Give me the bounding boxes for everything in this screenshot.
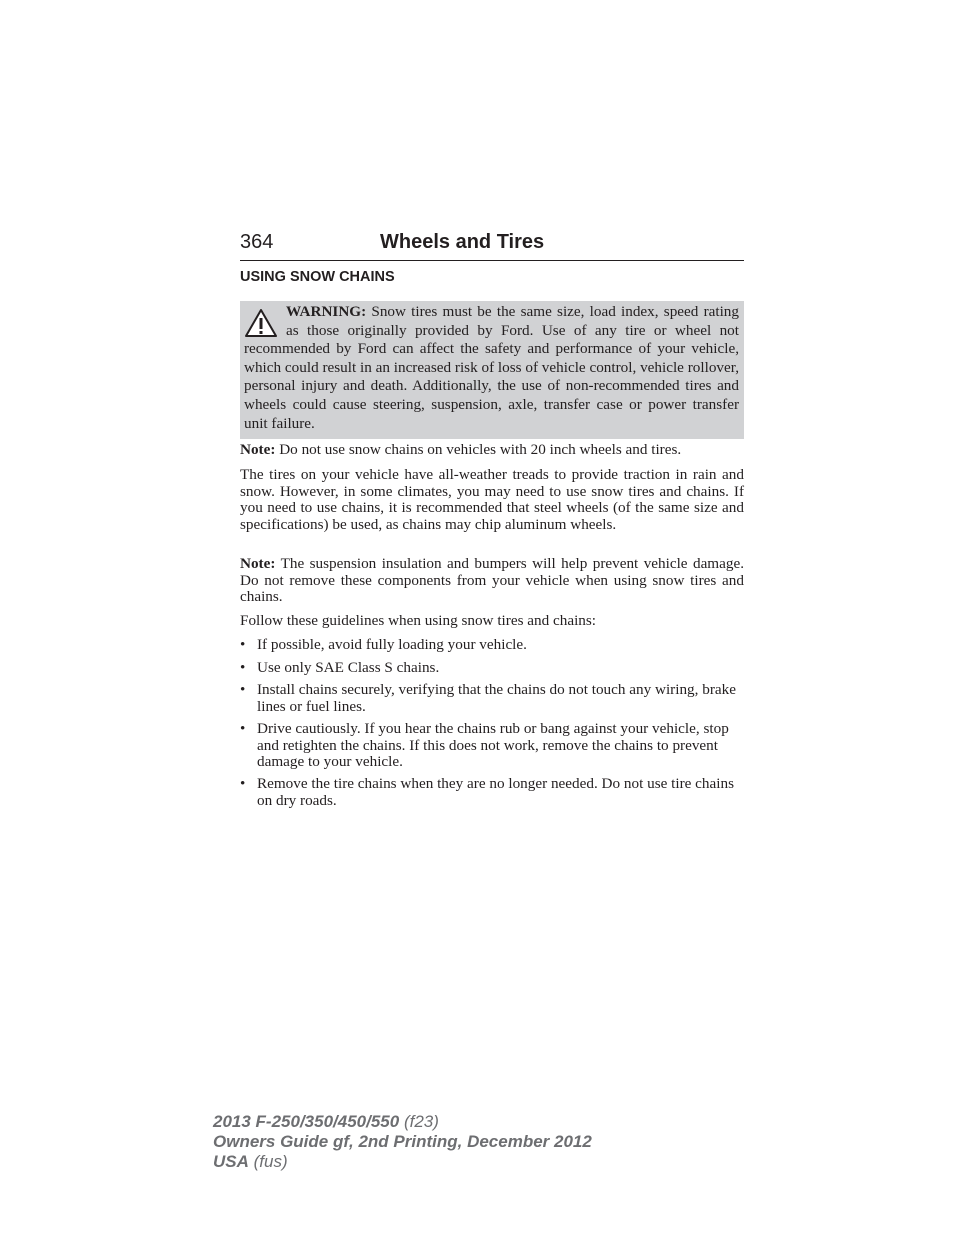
warning-triangle-icon: [244, 308, 278, 338]
list-item: [240, 660, 744, 677]
note-text: The suspension insulation and bumpers will help prevent vehicle damage. Do not remove these components from your vehicle when using snow tires and chains.: [240, 555, 744, 605]
footer-line-market: [213, 1152, 592, 1172]
section-heading: USING SNOW CHAINS: [240, 269, 395, 285]
list-item: [240, 776, 744, 809]
bullet-symbol: •: [240, 681, 246, 698]
document-footer: [213, 1112, 592, 1172]
footer-line-model: [213, 1112, 592, 1132]
list-item: [240, 682, 744, 715]
page-number: 364: [240, 231, 274, 253]
note-label: Note:: [240, 441, 276, 458]
paragraph-all-weather-treads: The tires on your vehicle have all-weather treads to provide traction in rain and snow. However, in some climates, you may need to use snow tires and chains. If you need to use chains, it is recommended that steel wheels (of the same size and specifications) be used, as chains may chip aluminum wheels.: [240, 466, 744, 533]
warning-label: WARNING:: [286, 303, 367, 320]
paragraph-guidelines-intro: Follow these guidelines when using snow tires and chains:: [240, 612, 597, 629]
list-item-text: Drive cautiously. If you hear the chains rub or bang against your vehicle, stop and retighten the chains. If this does not work, remove the chains to prevent damage to your vehicle.: [257, 720, 729, 770]
note-text: Do not use snow chains on vehicles with 20 inch wheels and tires.: [275, 441, 682, 458]
list-item-text: Remove the tire chains when they are no longer needed. Do not use tire chains on dry roads.: [257, 775, 734, 809]
note-suspension-insulation: [240, 556, 744, 606]
list-item-text: If possible, avoid fully loading your vehicle.: [257, 636, 527, 653]
chapter-title: Wheels and Tires: [380, 231, 545, 253]
bullet-symbol: •: [240, 659, 246, 676]
list-item: [240, 637, 744, 654]
warning-text: Snow tires must be the same size, load index, speed rating as those originally provided by Ford. Use of any tire or wheel not recommended by Ford can affect the safety and performance of your vehicle, which could result in an increased risk of loss of vehicle control, vehicle rollover, personal injury and death. Additionally, the use of non-recommended tires and wheels could cause steering, suspension, axle, transfer case or power transfer unit failure.: [244, 303, 739, 432]
note-20-inch-wheels: [240, 442, 744, 459]
list-item: [240, 721, 744, 771]
bullet-symbol: •: [240, 636, 246, 653]
list-item-text: Install chains securely, verifying that the chains do not touch any wiring, brake lines or fuel lines.: [257, 681, 736, 715]
footer-model-code: (f23): [399, 1112, 439, 1131]
bullet-symbol: •: [240, 720, 246, 737]
footer-line-edition: [213, 1132, 592, 1152]
warning-box: [240, 301, 744, 439]
list-item-text: Use only SAE Class S chains.: [257, 659, 440, 676]
note-label: Note:: [240, 555, 276, 572]
footer-model: 2013 F-250/350/450/550: [213, 1112, 400, 1131]
footer-edition: Owners Guide gf, 2nd Printing, December 2012: [213, 1132, 592, 1151]
bullet-symbol: •: [240, 775, 246, 792]
footer-market: USA: [213, 1152, 249, 1171]
footer-market-code: (fus): [248, 1152, 288, 1171]
page-header: [240, 228, 744, 261]
